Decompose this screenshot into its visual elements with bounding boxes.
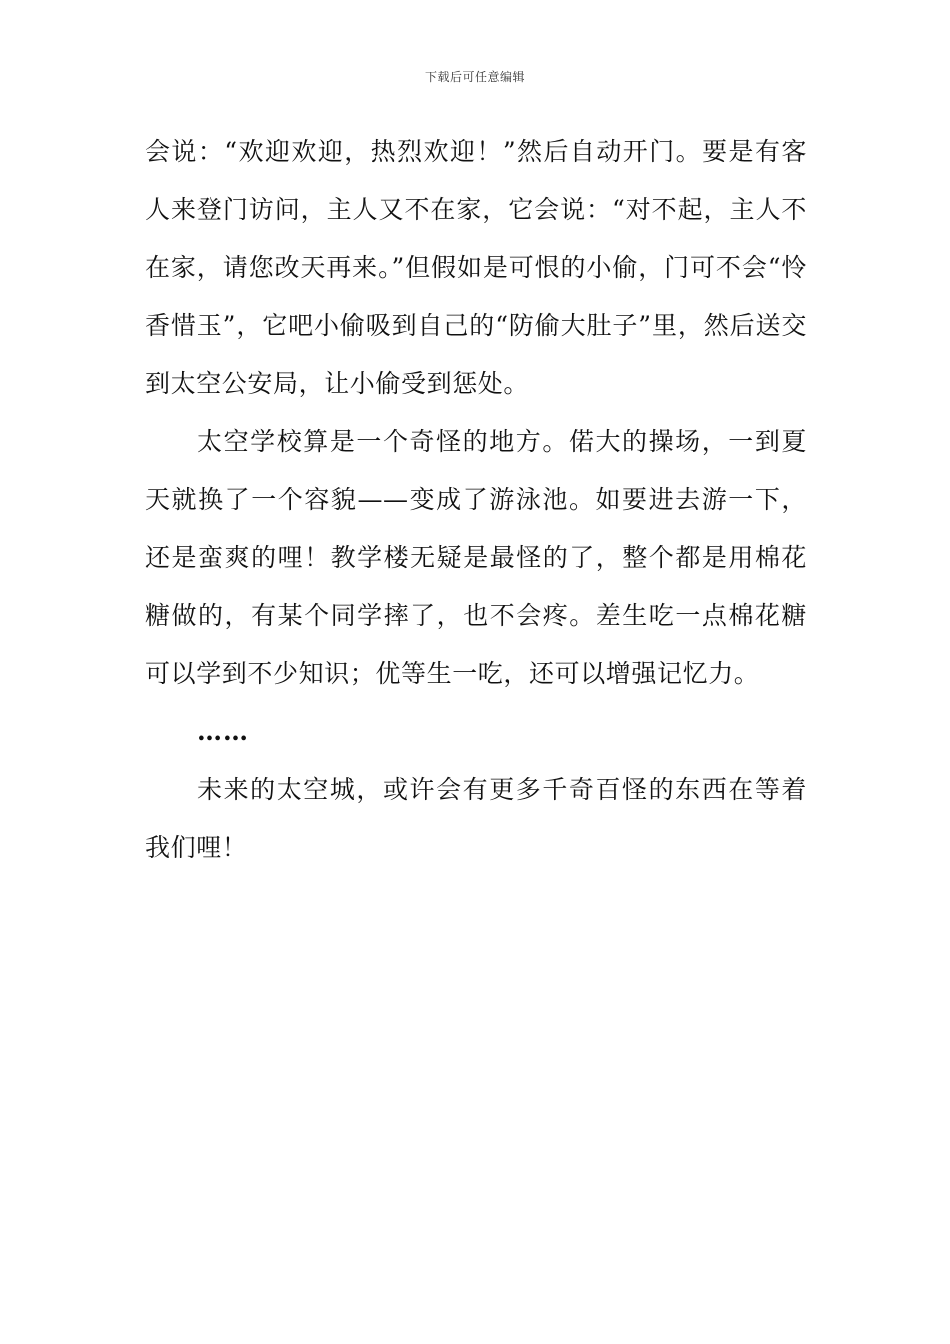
- paragraph-space-school: 太空学校算是一个奇怪的地方。偌大的操场，一到夏天就换了一个容貌——变成了游泳池。如要进去游一下，还是蛮爽的哩！教学楼无疑是最怪的了，整个都是用棉花糖做的，有某个同学摔了，也不会疼。差生吃一点棉花糖可以学到不少知识；优等生一吃，还可以增强记忆力。: [145, 427, 807, 688]
- paragraph-conclusion: 未来的太空城，或许会有更多千奇百怪的东西在等着我们哩！: [145, 775, 807, 862]
- paragraph-ellipsis: ……: [197, 717, 249, 746]
- paragraph-continuation: 会说：“欢迎欢迎，热烈欢迎！”然后自动开门。要是有客人来登门访问，主人又不在家，它会说：“对不起，主人不在家，请您改天再来。”但假如是可恨的小偷，门可不会“怜香惜玉”，它吧小偷吸到自己的“防偷大肚子”里，然后送交到太空公安局，让小偷受到惩处。: [145, 137, 807, 398]
- document-body: [145, 123, 807, 877]
- page-header-note: 下载后可任意编辑: [424, 70, 525, 84]
